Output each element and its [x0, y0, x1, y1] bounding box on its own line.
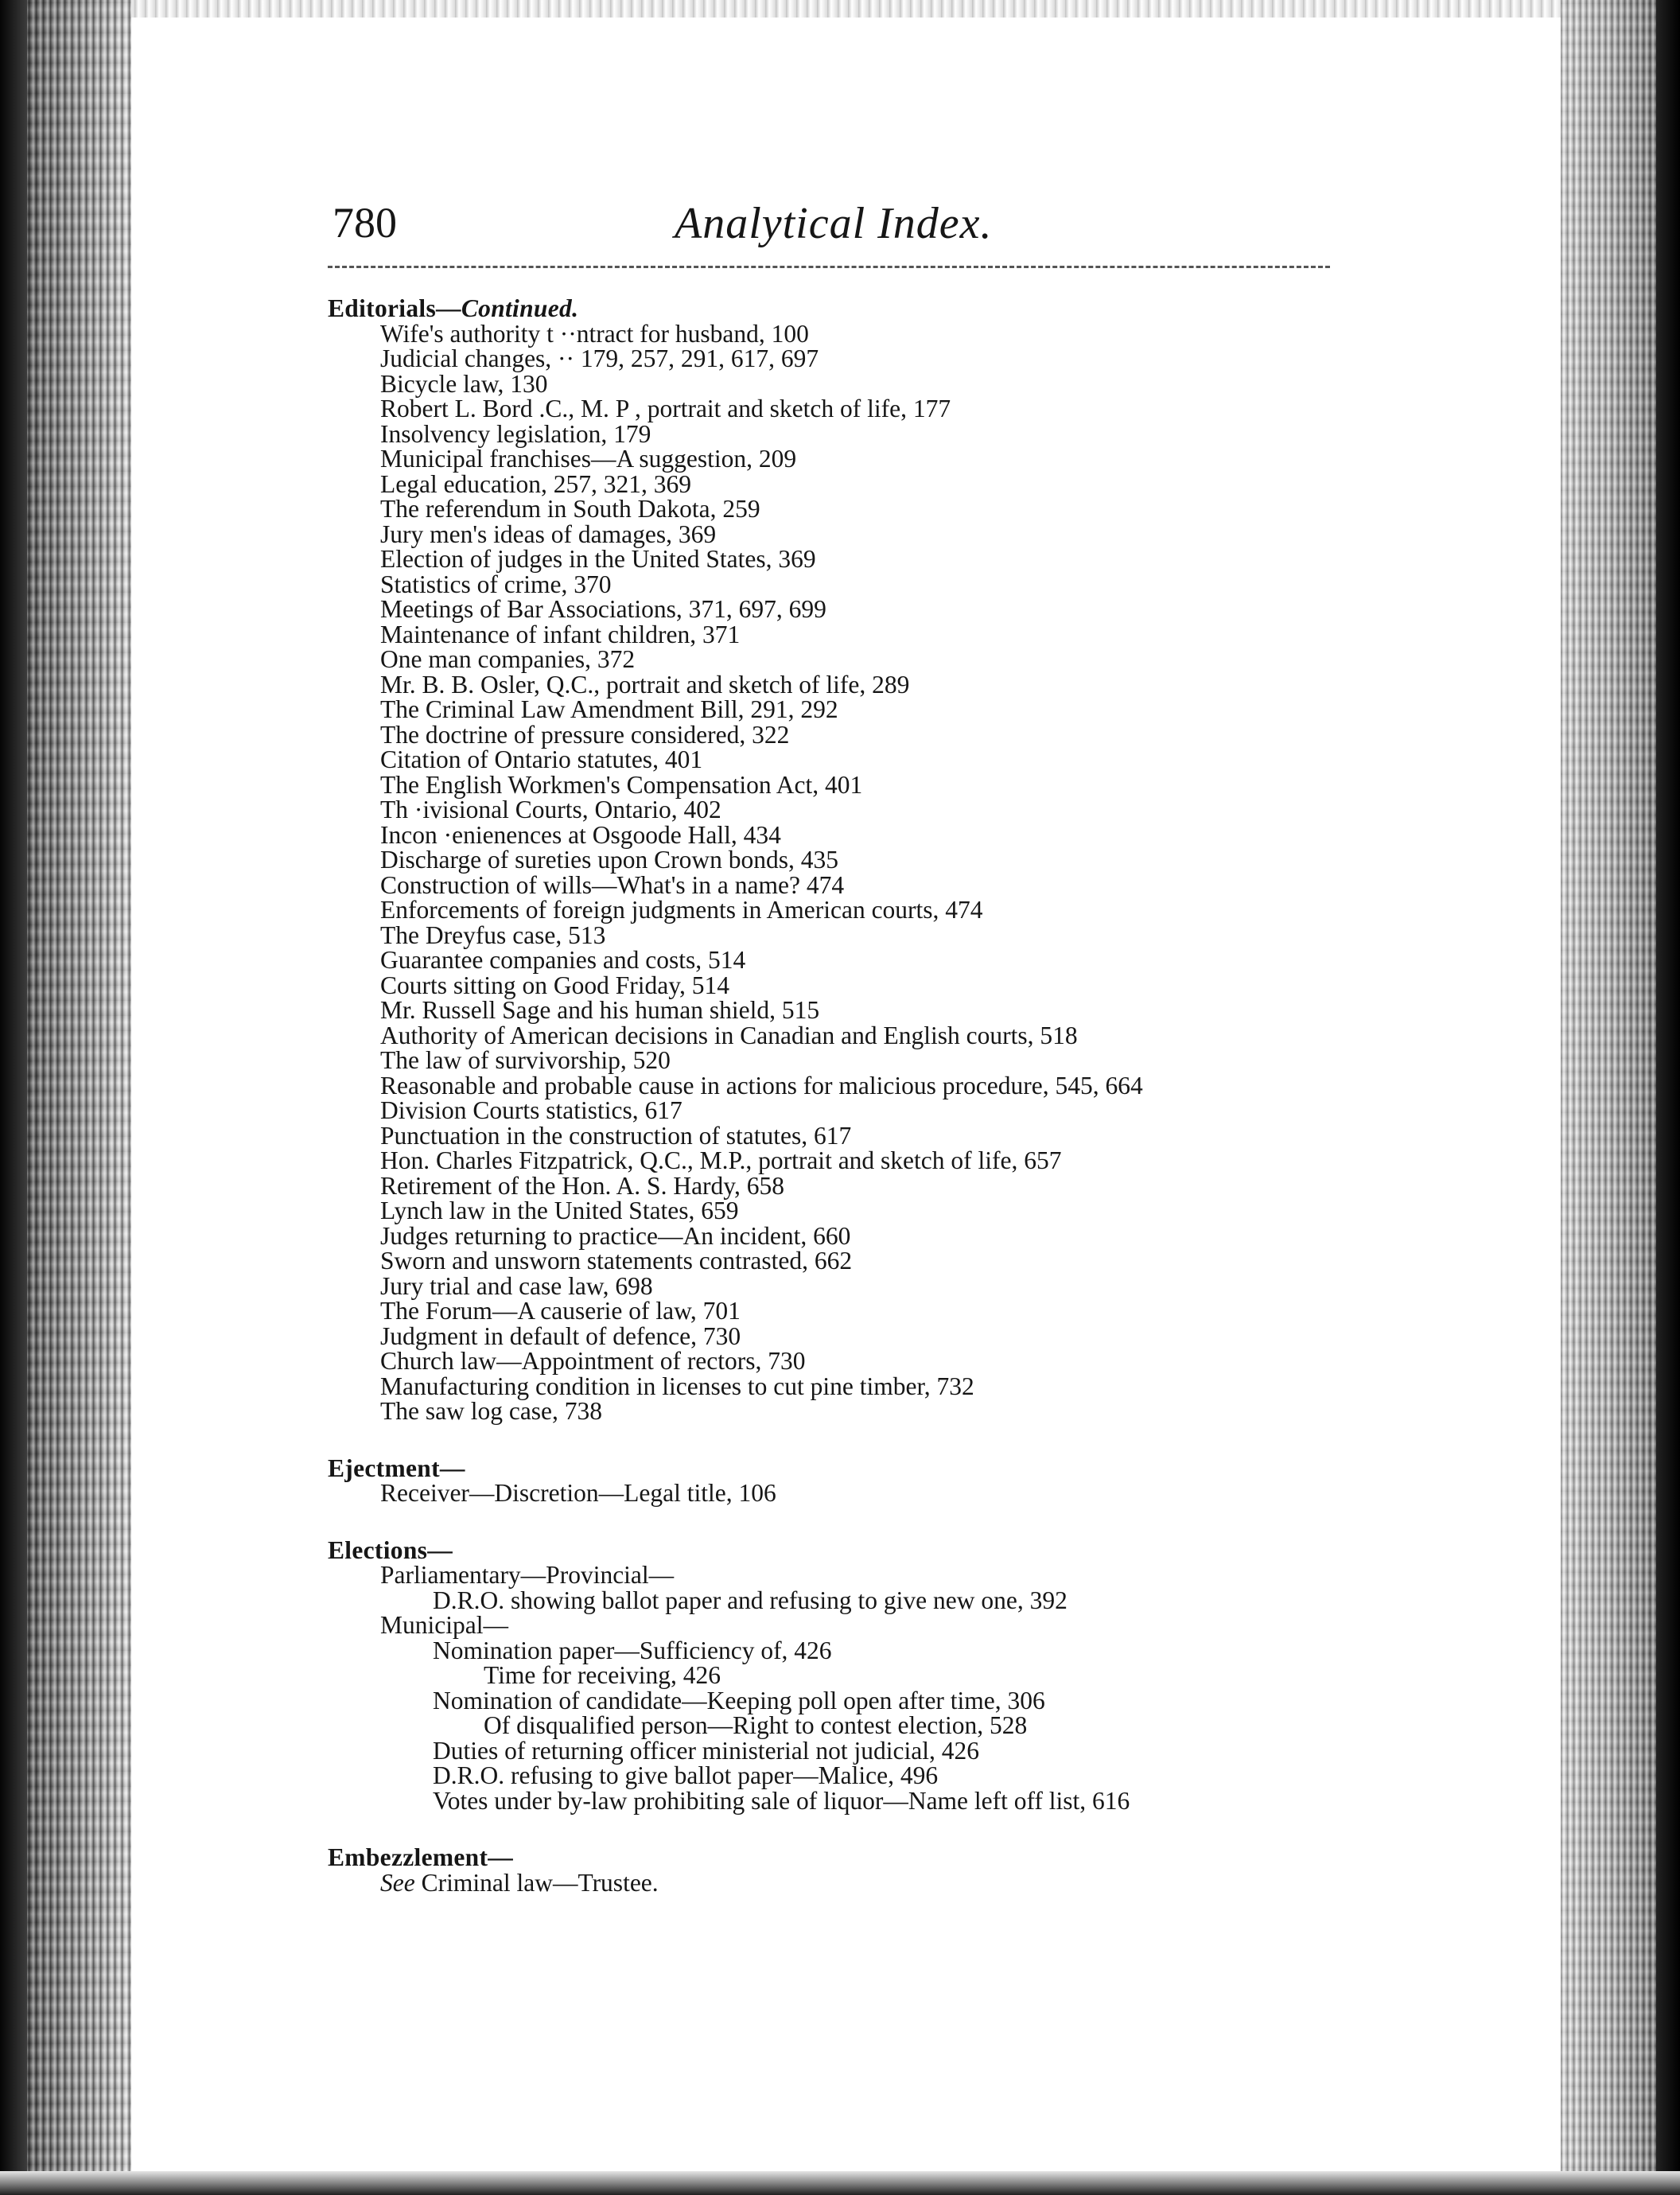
see-word: See: [380, 1868, 415, 1897]
subentry: The Criminal Law Amendment Bill, 291, 292: [380, 695, 838, 723]
subentry: Judges returning to practice—An incident, 660: [380, 1221, 851, 1250]
subentry: Church law—Appointment of rectors, 730: [380, 1347, 806, 1375]
subentry: Discharge of sureties upon Crown bonds, 435: [380, 846, 838, 874]
subentry-list: [328, 321, 1362, 1424]
subentry: Maintenance of infant children, 371: [380, 620, 741, 648]
subentry: One man companies, 372: [380, 645, 636, 673]
subentry: Receiver—Discretion—Legal title, 106: [380, 1479, 776, 1507]
subentry: Mr. Russell Sage and his human shield, 515: [380, 996, 820, 1024]
see-target: Criminal law—Trustee.: [421, 1868, 659, 1897]
entry-heading: Ejectment—: [328, 1454, 465, 1482]
subentry: Parliamentary—Provincial—: [380, 1561, 675, 1589]
index-entry-embezzlement: [328, 1845, 1362, 1895]
subentry: Municipal—: [380, 1611, 508, 1639]
subentry: Judgment in default of defence, 730: [380, 1321, 741, 1350]
entry-heading: Embezzlement—: [328, 1843, 514, 1871]
index-entry-editorials: [328, 296, 1362, 1424]
subentry: Nomination of candidate—Keeping poll open after time, 306: [433, 1686, 1045, 1714]
subentry: The doctrine of pressure considered, 322: [380, 720, 790, 749]
subentry: Courts sitting on Good Friday, 514: [380, 971, 729, 999]
index-entry-elections: [328, 1535, 1362, 1815]
subentry: Municipal franchises—A suggestion, 209: [380, 445, 797, 473]
subentry: Jury trial and case law, 698: [380, 1271, 653, 1300]
subentry-list: [328, 1563, 1362, 1813]
entry-heading-suffix: Continued.: [461, 294, 579, 322]
subentry: Insolvency legislation, 179: [380, 419, 651, 448]
subentry: Construction of wills—What's in a name? 474: [380, 870, 845, 899]
subentry: Sworn and unsworn statements contrasted, 662: [380, 1247, 853, 1275]
subentry: Reasonable and probable cause in actions for malicious procedure, 545, 664: [380, 1071, 1143, 1099]
subentry: Statistics of crime, 370: [380, 570, 612, 598]
subentry: Guarantee companies and costs, 514: [380, 946, 746, 974]
subentry: The English Workmen's Compensation Act, 401: [380, 770, 863, 799]
subentry: Hon. Charles Fitzpatrick, Q.C., M.P., portrait and sketch of life, 657: [380, 1146, 1062, 1174]
subentry: Election of judges in the United States, 369: [380, 545, 816, 573]
subentry: Of disqualified person—Right to contest election, 528: [484, 1711, 1028, 1739]
book-spine-edge: [0, 0, 131, 2195]
subentry: The law of survivorship, 520: [380, 1046, 671, 1074]
subentry: Mr. B. B. Osler, Q.C., portrait and sketch of life, 289: [380, 670, 910, 699]
subentry: Authority of American decisions in Canadian and English courts, 518: [380, 1021, 1078, 1049]
subentry: Robert L. Bord .C., M. P , portrait and sketch of life, 177: [380, 395, 951, 422]
subentry: D.R.O. refusing to give ballot paper—Malice, 496: [433, 1761, 939, 1789]
subentry: The referendum in South Dakota, 259: [380, 495, 760, 523]
subentry: Votes under by-law prohibiting sale of liquor—Name left off list, 616: [433, 1786, 1130, 1815]
subentry: The Dreyfus case, 513: [380, 920, 606, 949]
subentry: Lynch law in the United States, 659: [380, 1197, 739, 1224]
entry-heading: Editorials—Continued.: [328, 294, 579, 322]
index-entry-ejectment: [328, 1456, 1362, 1506]
subentry: Retirement of the Hon. A. S. Hardy, 658: [380, 1171, 784, 1200]
subentry: Enforcements of foreign judgments in American courts, 474: [380, 896, 983, 924]
subentry: Jury men's ideas of damages, 369: [380, 520, 717, 548]
subentry: Meetings of Bar Associations, 371, 697, 699: [380, 595, 826, 623]
subentry: Judicial changes, ·· 179, 257, 291, 617, 697: [380, 344, 819, 372]
subentry: The Forum—A causerie of law, 701: [380, 1297, 741, 1325]
running-head: [328, 199, 1332, 263]
subentry: Bicycle law, 130: [380, 369, 548, 398]
subentry: Time for receiving, 426: [484, 1661, 721, 1689]
spine-shadow: [0, 0, 27, 2195]
cross-reference: [328, 1870, 1362, 1896]
entry-heading: Elections—: [328, 1535, 453, 1564]
header-rule: [328, 266, 1330, 268]
subentry: Duties of returning officer ministerial not judicial, 426: [433, 1736, 980, 1765]
subentry: The saw log case, 738: [380, 1397, 603, 1425]
page-top-edge: [0, 0, 1680, 18]
index-body: [328, 296, 1362, 1895]
page-number: 780: [332, 199, 397, 247]
subentry: Incon ·enienences at Osgoode Hall, 434: [380, 820, 781, 849]
subentry: Th ·ivisional Courts, Ontario, 402: [380, 796, 721, 823]
page-title: Analytical Index.: [675, 199, 993, 248]
subentry: Division Courts statistics, 617: [380, 1096, 682, 1124]
subentry: Punctuation in the construction of statutes, 617: [380, 1121, 852, 1150]
subentry: Nomination paper—Sufficiency of, 426: [433, 1636, 832, 1664]
subentry: D.R.O. showing ballot paper and refusing to give new one, 392: [433, 1586, 1068, 1614]
subentry: Citation of Ontario statutes, 401: [380, 745, 703, 773]
page-bottom-edge: [0, 2171, 1680, 2195]
fore-edge-shadow: [1656, 0, 1680, 2195]
entry-heading-text: Editorials: [328, 294, 437, 322]
page-fore-edge: [1561, 0, 1680, 2195]
subentry: Legal education, 257, 321, 369: [380, 469, 692, 498]
subentry: Wife's authority t ··ntract for husband, 100: [380, 319, 809, 348]
subentry: Manufacturing condition in licenses to cut pine timber, 732: [380, 1372, 974, 1400]
